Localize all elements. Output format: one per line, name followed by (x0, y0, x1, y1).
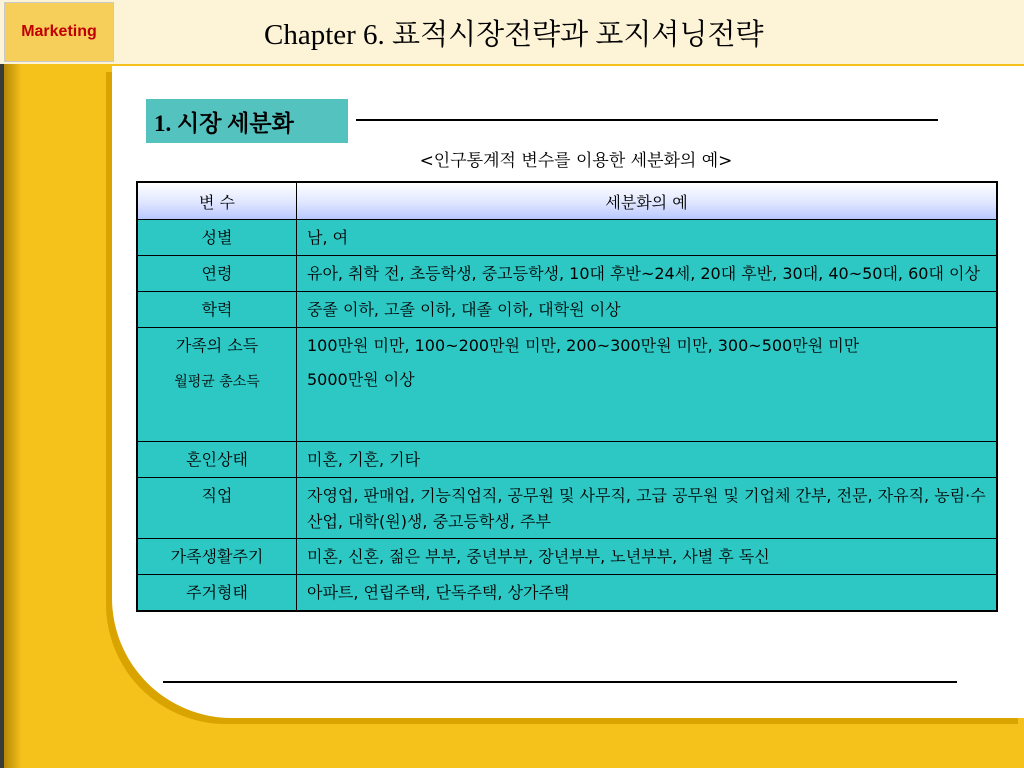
variable-cell: 연령 (137, 256, 297, 292)
table-row (137, 478, 997, 539)
table-row (137, 575, 997, 612)
table-caption: <인구통계적 변수를 이용한 세분화의 예> (419, 151, 733, 171)
example-cell: 중졸 이하, 고졸 이하, 대졸 이하, 대학원 이상 (297, 292, 998, 328)
segmentation-table (136, 181, 998, 612)
example-text: 100만원 미만, 100~200만원 미만, 200~300만원 미만, 300~500만원 미만 (307, 336, 860, 355)
header-variable: 변 수 (137, 182, 297, 220)
table-row (137, 292, 997, 328)
chapter-title: Chapter 6. 표적시장전략과 포지셔닝전략 (264, 19, 764, 51)
example-cell (297, 328, 998, 442)
table-row (137, 539, 997, 575)
variable-cell: 직업 (137, 478, 297, 539)
variable-cell: 성별 (137, 220, 297, 256)
variable-cell: 가족생활주기 (137, 539, 297, 575)
footer-rule (163, 681, 957, 683)
table-row (137, 256, 997, 292)
table-row (137, 220, 997, 256)
example-cell: 남, 여 (297, 220, 998, 256)
marketing-badge: Marketing (4, 2, 114, 62)
variable-cell (137, 328, 297, 442)
table-row (137, 442, 997, 478)
variable-sublabel: 월평균 총소득 (174, 374, 260, 390)
heading-rule (356, 119, 938, 121)
example-cell: 유아, 취학 전, 초등학생, 중고등학생, 10대 후반~24세, 20대 후반, 30대, 40~50대, 60대 이상 (297, 256, 998, 292)
example-cell: 미혼, 기혼, 기타 (297, 442, 998, 478)
table-row (137, 328, 997, 442)
table-header-row (137, 182, 997, 220)
variable-cell: 혼인상태 (137, 442, 297, 478)
variable-cell: 주거형태 (137, 575, 297, 612)
variable-label: 가족의 소득 (175, 336, 259, 355)
example-cell: 자영업, 판매업, 기능직업직, 공무원 및 사무직, 고급 공무원 및 기업체 간부, 전문, 자유직, 농림·수산업, 대학(원)생, 중고등학생, 주부 (297, 478, 998, 539)
example-cell: 미혼, 신혼, 젊은 부부, 중년부부, 장년부부, 노년부부, 사별 후 독신 (297, 539, 998, 575)
section-heading: 1. 시장 세분화 (146, 99, 348, 143)
variable-cell: 학력 (137, 292, 297, 328)
example-cell: 아파트, 연립주택, 단독주택, 상가주택 (297, 575, 998, 612)
example-subtext: 5000만원 이상 (307, 370, 415, 389)
header-example: 세분화의 예 (297, 182, 998, 220)
slide-header (0, 0, 1024, 64)
